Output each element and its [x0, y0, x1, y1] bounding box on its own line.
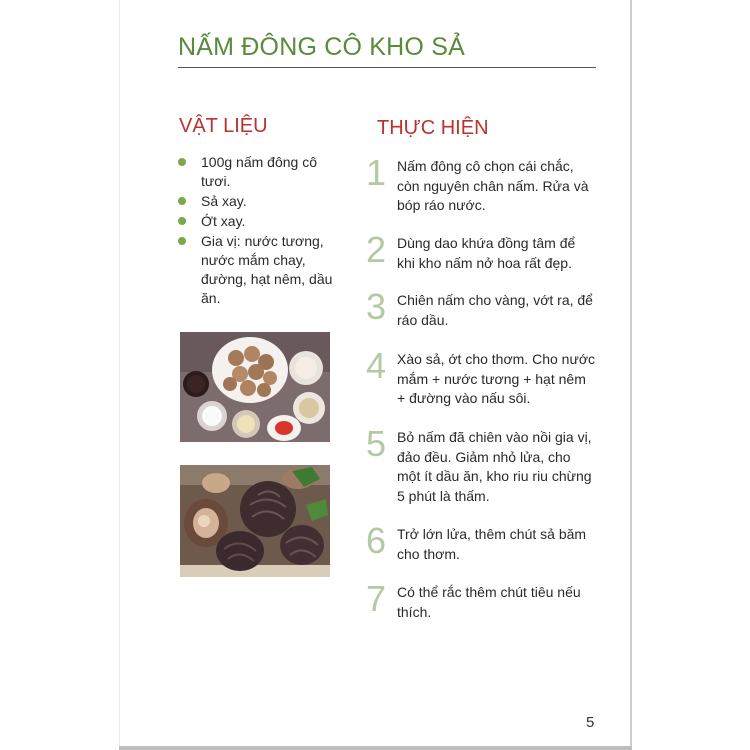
step-text: Có thể rắc thêm chút tiêu nếu thích.: [397, 584, 581, 620]
step-number: 6: [366, 520, 387, 561]
ingredient-text: Sả xay.: [201, 193, 247, 209]
step-text: Trở lớn lửa, thêm chút sả băm cho thơm.: [397, 526, 587, 562]
bullet-icon: [178, 158, 186, 166]
step-number: 4: [366, 345, 387, 386]
ingredient-text: Gia vị: nước tương, nước mắm chay, đường, hạt nêm, dầu ăn.: [201, 233, 333, 306]
step-text: Chiên nấm cho vàng, vớt ra, để ráo dầu.: [397, 292, 593, 328]
page-number: 5: [586, 714, 595, 731]
step-number: 3: [366, 286, 387, 327]
step-text: Dùng dao khứa đồng tâm để khi kho nấm nở hoa rất đẹp.: [397, 235, 576, 271]
ingredient-item: [178, 232, 348, 308]
bullet-icon: [178, 237, 186, 245]
ingredient-list: [178, 153, 348, 309]
step-text: Bỏ nấm đã chiên vào nồi gia vị, đảo đều. Giảm nhỏ lửa, cho một ít dầu ăn, kho riu riu chừng 5 phút là thấm.: [397, 429, 592, 504]
ingredient-text: 100g nấm đông cô tươi.: [201, 154, 317, 189]
title-divider: [178, 67, 596, 68]
dish-photo: [180, 465, 330, 577]
ingredients-photo: [180, 332, 330, 442]
step-number: 1: [366, 152, 387, 193]
ingredient-item: [178, 192, 348, 211]
step-number: 7: [366, 578, 387, 619]
recipe-title: NẤM ĐÔNG CÔ KHO SẢ: [178, 33, 465, 61]
bullet-icon: [178, 217, 186, 225]
step-text: Nấm đông cô chọn cái chắc, còn nguyên chân nấm. Rửa và bóp ráo nước.: [397, 158, 589, 213]
page-edge-shadow: [630, 0, 632, 750]
step-text: Xào sả, ớt cho thơm. Cho nước mắm + nước tương + hạt nêm + đường vào nấu sôi.: [397, 351, 595, 406]
step-number: 2: [366, 229, 387, 270]
ingredients-photo-illustration: [180, 332, 330, 442]
ingredient-item: [178, 153, 348, 191]
steps-heading: THỰC HIỆN: [377, 117, 489, 139]
step-number: 5: [366, 423, 387, 464]
ingredients-heading: VẬT LIỆU: [179, 115, 268, 137]
page-bottom-edge: [119, 746, 632, 750]
dish-photo-illustration: [180, 465, 330, 577]
bullet-icon: [178, 197, 186, 205]
ingredient-item: [178, 212, 348, 231]
ingredient-text: Ớt xay.: [201, 213, 246, 229]
